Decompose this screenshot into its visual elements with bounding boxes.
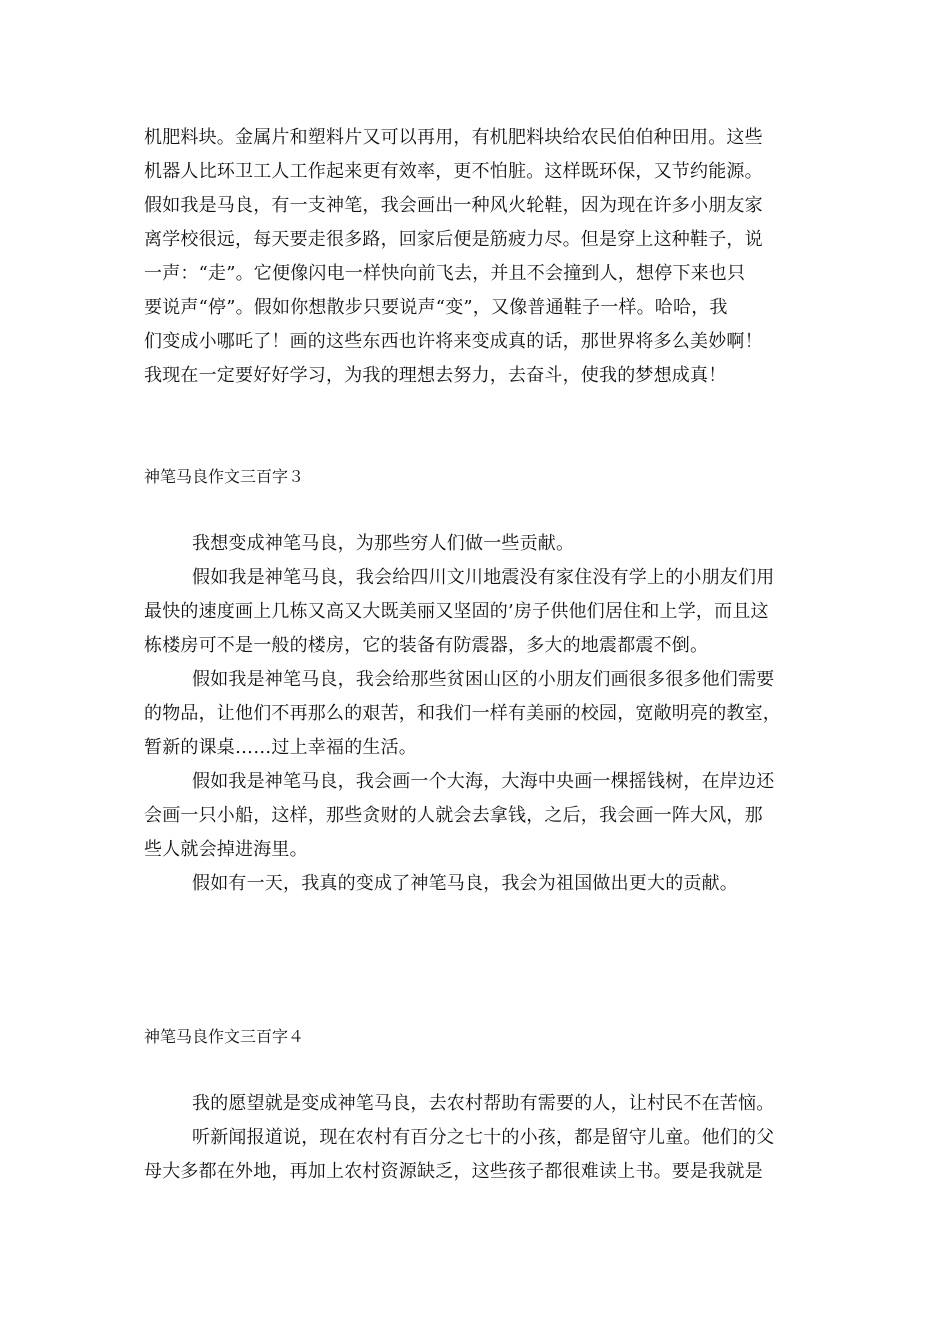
paragraph-line: 离学校很远，每天要走很多路，回家后便是筋疲力尽。但是穿上这种鞋子，说 [144,229,763,250]
paragraph-line: 听新闻报道说，现在农村有百分之七十的小孩，都是留守儿童。他们的父 [192,1127,775,1148]
paragraph-line: 些人就会掉进海里。 [144,839,308,860]
paragraph-line: 的物品，让他们不再那么的艰苦，和我们一样有美丽的校园，宽敞明亮的教室， [144,703,781,724]
paragraph-line: 我的愿望就是变成神笔马良，去农村帮助有需要的人，让村民不在苦恼。 [192,1093,775,1114]
paragraph-line: 母大多都在外地，再加上农村资源缺乏，这些孩子都很难读上书。要是我就是 [144,1161,763,1182]
paragraph-line: 一声：“走”。它便像闪电一样快向前飞去，并且不会撞到人，想停下来也只 [144,263,746,284]
paragraph-line: 要说声“停”。假如你想散步只要说声“变”，又像普通鞋子一样。哈哈，我 [144,297,728,318]
paragraph-line: 假如我是神笔马良，我会画一个大海，大海中央画一棵摇钱树，在岸边还 [192,771,775,792]
paragraph-line: 栋楼房可不是一般的楼房，它的装备有防震器，多大的地震都震不倒。 [144,635,709,656]
paragraph-line: 机器人比环卫工人工作起来更有效率，更不怕脏。这样既环保，又节约能源。 [144,161,763,182]
paragraph-line: 假如我是马良，有一支神笔，我会画出一种风火轮鞋，因为现在许多小朋友家 [144,195,763,216]
paragraph-line: 最快的速度画上几栋又高又大既美丽又坚固的’房子供他们居住和上学，而且这 [144,601,769,622]
paragraph-line: 我想变成神笔马良，为那些穷人们做一些贡献。 [192,533,575,554]
paragraph-line: 们变成小哪吒了！画的这些东西也许将来变成真的话，那世界将多么美妙啊！ [144,331,763,352]
paragraph-line: 机肥料块。金属片和塑料片又可以再用，有机肥料块给农民伯伯种田用。这些 [144,127,763,148]
paragraph-line: 暂新的课桌……过上幸福的生活。 [144,737,417,758]
paragraph-line: 假如我是神笔马良，我会给那些贫困山区的小朋友们画很多很多他们需要 [192,669,775,690]
paragraph-line: 假如我是神笔马良，我会给四川文川地震没有家住没有学上的小朋友们用 [192,567,775,588]
paragraph-line: 会画一只小船，这样，那些贪财的人就会去拿钱，之后，我会画一阵大风，那 [144,805,763,826]
paragraph-line: 我现在一定要好好学习，为我的理想去努力，去奋斗，使我的梦想成真！ [144,365,727,386]
section-heading: 神笔马良作文三百字４ [144,1027,305,1046]
section-heading: 神笔马良作文三百字３ [144,467,305,486]
paragraph-line: 假如有一天，我真的变成了神笔马良，我会为祖国做出更大的贡献。 [192,873,738,894]
